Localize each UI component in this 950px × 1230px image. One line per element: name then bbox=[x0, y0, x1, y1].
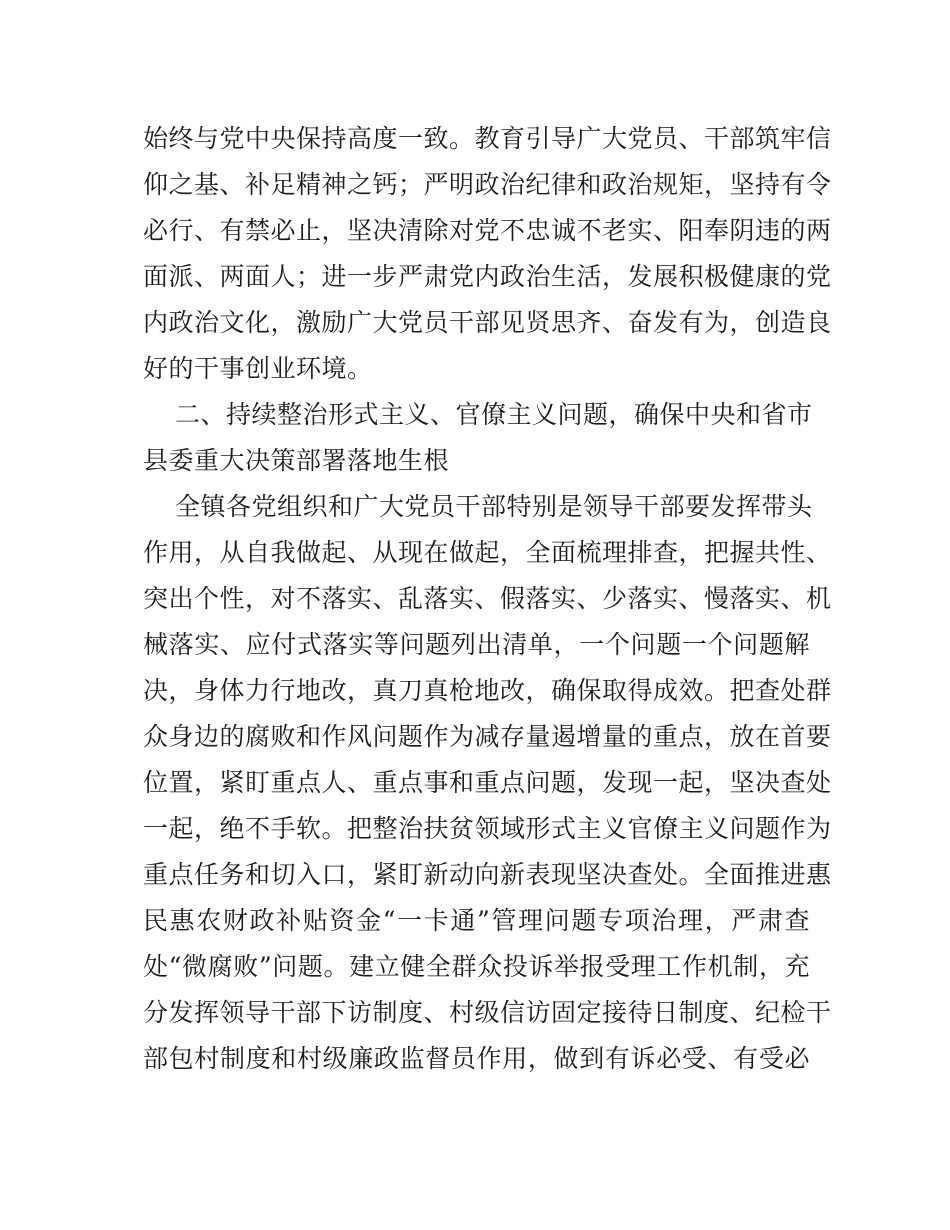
paragraph-2-line-3: 突出个性，对不落实、乱落实、假落实、少落实、慢落实、机 bbox=[143, 584, 832, 613]
paragraph-2-line-1: 全镇各党组织和广大党员干部特别是领导干部要发挥带头 bbox=[175, 492, 813, 521]
section-heading-line-2: 县委重大决策部署落地生根 bbox=[143, 446, 450, 475]
paragraph-1-line-6: 好的干事创业环境。 bbox=[143, 354, 373, 383]
section-heading-line-1: 二、持续整治形式主义、官僚主义问题，确保中央和省市 bbox=[175, 400, 813, 429]
paragraph-1-line-2: 仰之基、补足精神之钙；严明政治纪律和政治规矩，坚持有令 bbox=[143, 170, 832, 199]
paragraph-2-line-13: 部包村制度和村级廉政监督员作用，做到有诉必受、有受必 bbox=[143, 1044, 810, 1073]
paragraph-2-line-2: 作用，从自我做起、从现在做起，全面梳理排查，把握共性、 bbox=[143, 538, 832, 567]
paragraph-1-line-3: 必行、有禁必止，坚决清除对党不忠诚不老实、阳奉阴违的两 bbox=[143, 216, 832, 245]
paragraph-1-line-4: 面派、两面人；进一步严肃党内政治生活，发展积极健康的党 bbox=[143, 262, 832, 291]
paragraph-2-line-4: 械落实、应付式落实等问题列出清单，一个问题一个问题解 bbox=[143, 630, 810, 659]
paragraph-2-line-12: 分发挥领导干部下访制度、村级信访固定接待日制度、纪检干 bbox=[143, 998, 832, 1027]
paragraph-2-line-11: 处“微腐败”问题。建立健全群众投诉举报受理工作机制，充 bbox=[143, 952, 810, 981]
paragraph-1-line-1: 始终与党中央保持高度一致。教育引导广大党员、干部筑牢信 bbox=[143, 124, 832, 153]
paragraph-2-line-6: 众身边的腐败和作风问题作为减存量遏增量的重点，放在首要 bbox=[143, 722, 832, 751]
paragraph-2-line-9: 重点任务和切入口，紧盯新动向新表现坚决查处。全面推进惠 bbox=[143, 860, 832, 889]
paragraph-1-line-5: 内政治文化，激励广大党员干部见贤思齐、奋发有为，创造良 bbox=[143, 308, 832, 337]
paragraph-2-line-7: 位置，紧盯重点人、重点事和重点问题，发现一起，坚决查处 bbox=[143, 768, 832, 797]
paragraph-2-line-5: 决，身体力行地改，真刀真枪地改，确保取得成效。把查处群 bbox=[143, 676, 832, 705]
paragraph-2-line-10: 民惠农财政补贴资金“一卡通”管理问题专项治理，严肃查 bbox=[143, 906, 810, 935]
paragraph-2-line-8: 一起，绝不手软。把整治扶贫领域形式主义官僚主义问题作为 bbox=[143, 814, 832, 843]
